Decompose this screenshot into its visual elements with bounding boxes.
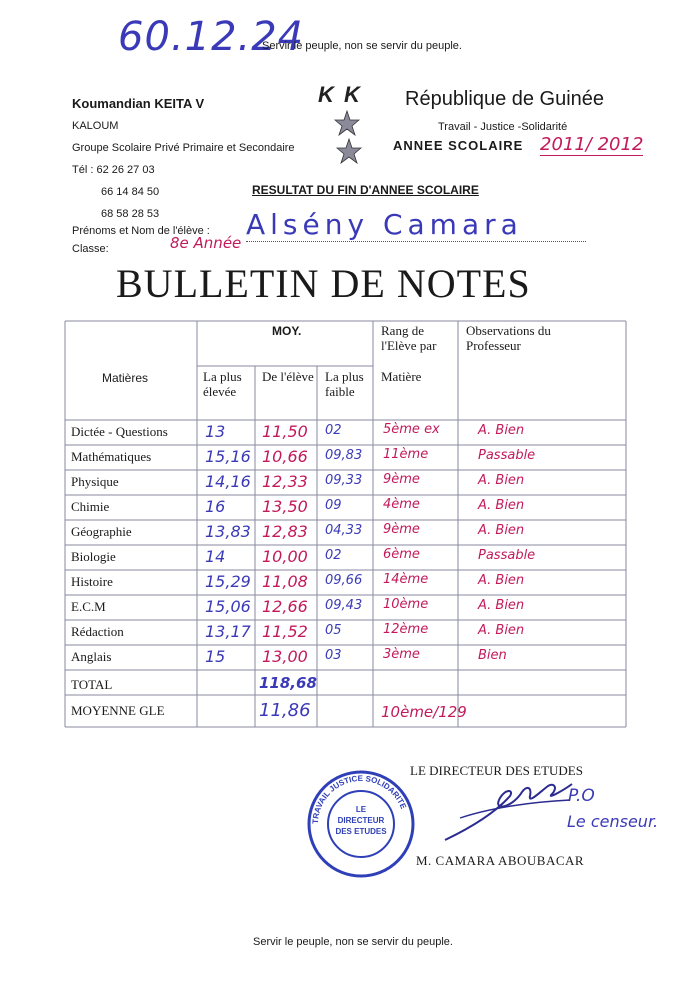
grade-highest: 13: [205, 422, 226, 441]
subject-name: Rédaction: [71, 624, 124, 639]
grade-student: 12,33: [262, 472, 308, 491]
grade-lowest: 09,43: [325, 598, 363, 613]
republic-motto: Travail - Justice -Solidarité: [438, 121, 568, 133]
rank-in-subject: 5ème ex: [383, 422, 440, 437]
header-matieres: Matières: [102, 371, 149, 385]
grade-student: 10,00: [262, 547, 308, 566]
subject-name: Dictée - Questions: [71, 424, 168, 439]
grade-student: 11,08: [262, 572, 308, 591]
grade-highest: 14,16: [205, 472, 251, 491]
header-plus-faible: La plus faible: [325, 369, 364, 399]
grade-lowest: 09,66: [325, 573, 363, 588]
subject-name: E.C.M: [71, 599, 106, 614]
bulletin-title: BULLETIN DE NOTES: [116, 261, 531, 306]
moyenne-value: 11,86: [259, 700, 311, 721]
rank-in-subject: 6ème: [383, 547, 420, 562]
subject-name: Mathématiques: [71, 449, 152, 464]
grade-highest: 14: [205, 547, 226, 566]
moyenne-rank: 10ème/129: [381, 703, 467, 721]
header-de-l-eleve: De l'élève: [262, 369, 314, 384]
subject-name: Chimie: [71, 499, 110, 514]
subject-name: Histoire: [71, 574, 113, 589]
grade-student: 11,50: [262, 422, 308, 441]
school-tel-2: 66 14 84 50: [101, 186, 160, 198]
rank-in-subject: 12ème: [383, 622, 429, 637]
grade-lowest: 05: [325, 623, 342, 638]
teacher-observation: A. Bien: [478, 498, 525, 513]
teacher-observation: A. Bien: [478, 423, 525, 438]
rank-in-subject: 9ème: [383, 522, 420, 537]
grade-lowest: 02: [325, 548, 342, 563]
class-value: 8e Année: [170, 234, 242, 252]
header-rang: Rang de l'Elève par: [381, 323, 437, 353]
grade-lowest: 09: [325, 498, 342, 513]
republic-title: République de Guinée: [405, 88, 605, 110]
subject-name: Anglais: [71, 649, 112, 664]
director-name: M. CAMARA ABOUBACAR: [416, 853, 585, 868]
school-district: KALOUM: [72, 120, 119, 132]
header-plus-elevee: La plus élevée: [203, 369, 242, 399]
top-motto: Servir le peuple, non se servir du peuple.: [262, 40, 462, 52]
grade-student: 13,00: [262, 647, 308, 666]
grade-highest: 16: [205, 497, 226, 516]
total-label: TOTAL: [71, 677, 113, 692]
class-label: Classe:: [72, 243, 109, 255]
grade-lowest: 09,33: [325, 473, 363, 488]
teacher-observation: A. Bien: [478, 623, 525, 638]
header-moy: MOY.: [272, 324, 302, 338]
student-name-label: Prénoms et Nom de l'élève :: [72, 225, 210, 237]
grade-lowest: 09,83: [325, 448, 363, 463]
teacher-observation: Passable: [478, 448, 536, 463]
school-name: Koumandian KEITA V: [72, 96, 205, 111]
teacher-observation: A. Bien: [478, 573, 525, 588]
total-value: 118,68: [259, 674, 317, 692]
rank-in-subject: 3ème: [383, 647, 420, 662]
grade-student: 12,83: [262, 522, 308, 541]
grade-student: 10,66: [262, 447, 308, 466]
grade-lowest: 04,33: [325, 523, 363, 538]
grade-highest: 13,17: [205, 622, 251, 641]
grade-highest: 13,83: [205, 522, 251, 541]
moyenne-label: MOYENNE GLE: [71, 703, 165, 718]
stamp-inner-text: LE DIRECTEUR DES ETUDES: [335, 805, 387, 836]
grade-lowest: 03: [325, 648, 342, 663]
school-year-label: ANNEE SCOLAIRE: [393, 138, 524, 153]
grade-student: 12,66: [262, 597, 308, 616]
student-name-value: Alsény Camara: [246, 208, 586, 242]
grade-highest: 15,29: [205, 572, 251, 591]
header-observations: Observations du Professeur: [466, 323, 551, 353]
signature-censeur: Le censeur.: [567, 812, 659, 831]
handwritten-signature: [440, 778, 580, 848]
grade-highest: 15,16: [205, 447, 251, 466]
grade-student: 11,52: [262, 622, 308, 641]
rank-in-subject: 4ème: [383, 497, 420, 512]
school-tel-3: 68 58 28 53: [101, 208, 160, 220]
teacher-observation: A. Bien: [478, 523, 525, 538]
stamp-ring-text: TRAVAIL JUSTICE SOLIDARITE: [310, 773, 409, 825]
subject-name: Physique: [71, 474, 119, 489]
rank-in-subject: 14ème: [383, 572, 429, 587]
teacher-observation: A. Bien: [478, 598, 525, 613]
bottom-motto: Servir le peuple, non se servir du peuple.: [253, 936, 453, 948]
subject-name: Biologie: [71, 549, 116, 564]
signature-po: P.O: [568, 786, 595, 806]
logo-letters: K K: [318, 82, 362, 107]
school-year-value: 2011/ 2012: [540, 134, 644, 155]
rank-in-subject: 11ème: [383, 447, 429, 462]
result-title: RESULTAT DU FIN D'ANNEE SCOLAIRE: [252, 183, 479, 197]
header-rang-matiere: Matière: [381, 369, 422, 384]
handwritten-reference: 60.12.24: [118, 14, 305, 60]
rank-in-subject: 9ème: [383, 472, 420, 487]
rank-in-subject: 10ème: [383, 597, 429, 612]
official-stamp: [305, 768, 417, 880]
grade-highest: 15: [205, 647, 226, 666]
grade-lowest: 02: [325, 423, 342, 438]
grade-student: 13,50: [262, 497, 308, 516]
teacher-observation: A. Bien: [478, 473, 525, 488]
teacher-observation: Passable: [478, 548, 536, 563]
teacher-observation: Bien: [478, 648, 507, 663]
director-title: LE DIRECTEUR DES ETUDES: [410, 763, 583, 778]
subject-name: Géographie: [71, 524, 132, 539]
grade-highest: 15,06: [205, 597, 251, 616]
school-tel-1: Tél : 62 26 27 03: [72, 164, 155, 176]
school-group: Groupe Scolaire Privé Primaire et Secondaire: [72, 142, 295, 154]
